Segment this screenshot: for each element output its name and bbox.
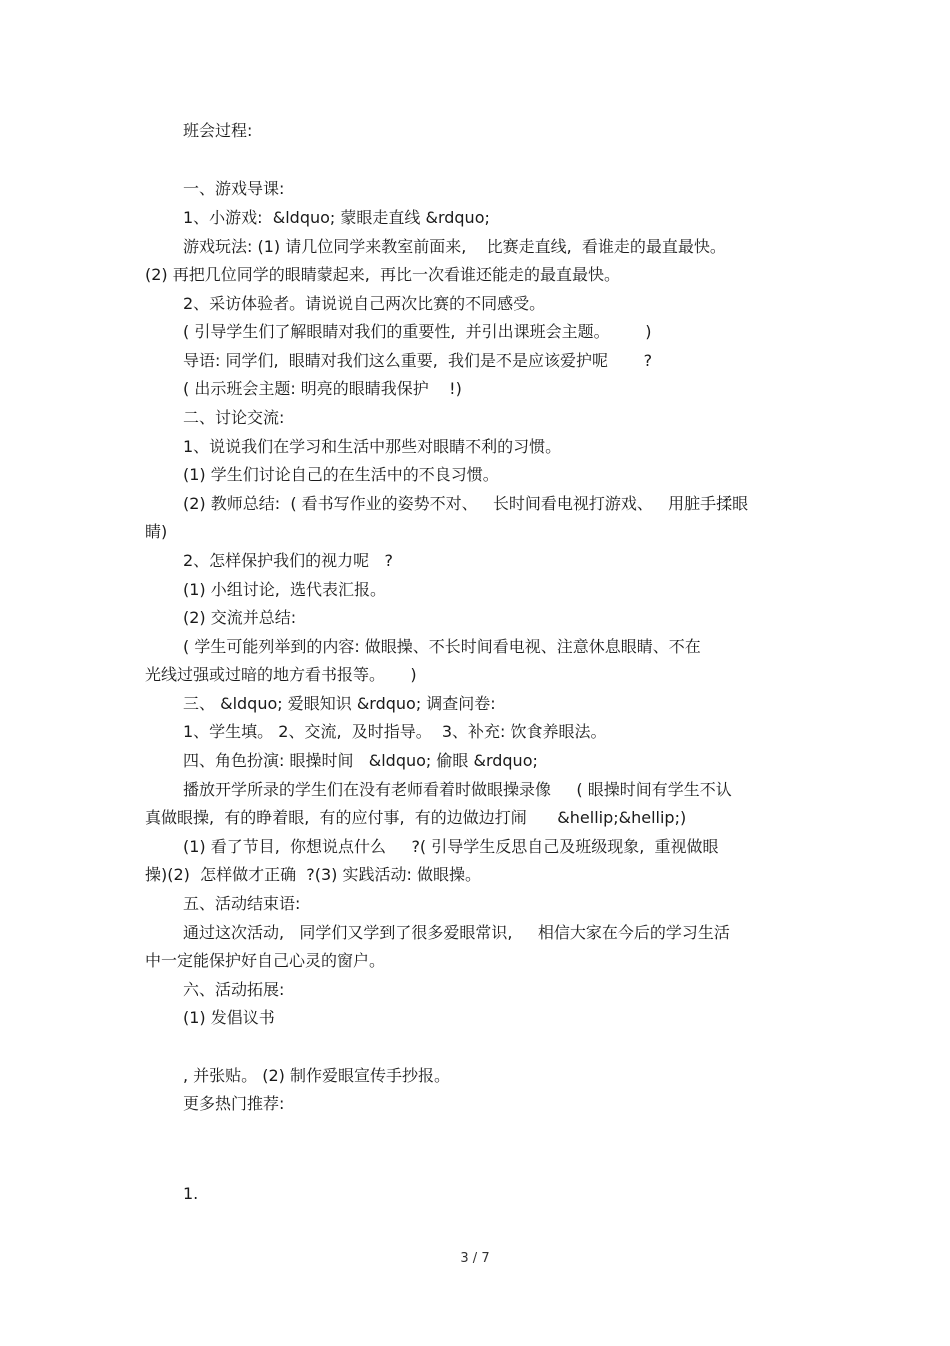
text-line: 2、采访体验者。请说说自己两次比赛的不同感受。 xyxy=(183,294,546,313)
text-line: 六、活动拓展: xyxy=(183,980,285,999)
text-line: ( 出示班会主题: 明亮的眼睛我保护 !) xyxy=(183,379,462,398)
text-line: 二、讨论交流: xyxy=(183,408,285,427)
text-line: 操)(2) 怎样做才正确 ?(3) 实践活动: 做眼操。 xyxy=(145,865,481,884)
text-line: 播放开学所录的学生们在没有老师看着时做眼操录像 ( 眼操时间有学生不认 xyxy=(183,780,732,799)
text-line: 班会过程: xyxy=(183,121,253,140)
text-line: 通过这次活动, 同学们又学到了很多爱眼常识, 相信大家在今后的学习生活 xyxy=(183,923,730,942)
text-line: 导语: 同学们, 眼睛对我们这么重要, 我们是不是应该爱护呢 ? xyxy=(183,351,653,370)
text-line: (2) 交流并总结: xyxy=(183,608,297,627)
text-line: 2、怎样保护我们的视力呢 ? xyxy=(183,551,393,570)
text-line: 更多热门推荐: xyxy=(183,1094,285,1113)
text-line: 1、学生填。 2、交流, 及时指导。 3、补充: 饮食养眼法。 xyxy=(183,722,607,741)
text-line: 睛) xyxy=(145,522,168,541)
text-line: 1、说说我们在学习和生活中那些对眼睛不利的习惯。 xyxy=(183,437,562,456)
text-line: (1) 发倡议书 xyxy=(183,1008,275,1027)
text-line: 中一定能保护好自己心灵的窗户。 xyxy=(145,951,386,970)
text-line: ( 学生可能列举到的内容: 做眼操、不长时间看电视、注意休息眼睛、不在 xyxy=(183,637,701,656)
text-line: 游戏玩法: (1) 请几位同学来教室前面来, 比赛走直线, 看谁走的最直最快。 xyxy=(183,237,726,256)
text-line: ( 引导学生们了解眼睛对我们的重要性, 并引出课班会主题。 ) xyxy=(183,322,652,341)
text-line: , 并张贴。 (2) 制作爱眼宣传手抄报。 xyxy=(183,1066,451,1085)
text-line: (1) 学生们讨论自己的在生活中的不良习惯。 xyxy=(183,465,499,484)
text-line: 四、角色扮演: 眼操时间 &ldquo; 偷眼 &rdquo; xyxy=(183,751,538,770)
text-line: 一、游戏导课: xyxy=(183,179,285,198)
text-line: 五、活动结束语: xyxy=(183,894,301,913)
text-line: 三、 &ldquo; 爱眼知识 &rdquo; 调查问卷: xyxy=(183,694,496,713)
page-number: 3 / 7 xyxy=(460,1251,490,1266)
text-line: (1) 看了节目, 你想说点什么 ?( 引导学生反思自己及班级现象, 重视做眼 xyxy=(183,837,719,856)
text-line: (2) 教师总结: ( 看书写作业的姿势不对、 长时间看电视打游戏、 用脏手揉眼 xyxy=(183,494,749,513)
text-line: (2) 再把几位同学的眼睛蒙起来, 再比一次看谁还能走的最直最快。 xyxy=(145,265,621,284)
text-line: 光线过强或过暗的地方看书报等。 ) xyxy=(145,665,417,684)
text-line: 真做眼操, 有的睁着眼, 有的应付事, 有的边做边打闹 &hellip;&hellip;) xyxy=(145,808,687,827)
text-line: 1. xyxy=(183,1184,199,1203)
text-line: 1、小游戏: &ldquo; 蒙眼走直线 &rdquo; xyxy=(183,208,490,227)
text-line: (1) 小组讨论, 选代表汇报。 xyxy=(183,580,387,599)
